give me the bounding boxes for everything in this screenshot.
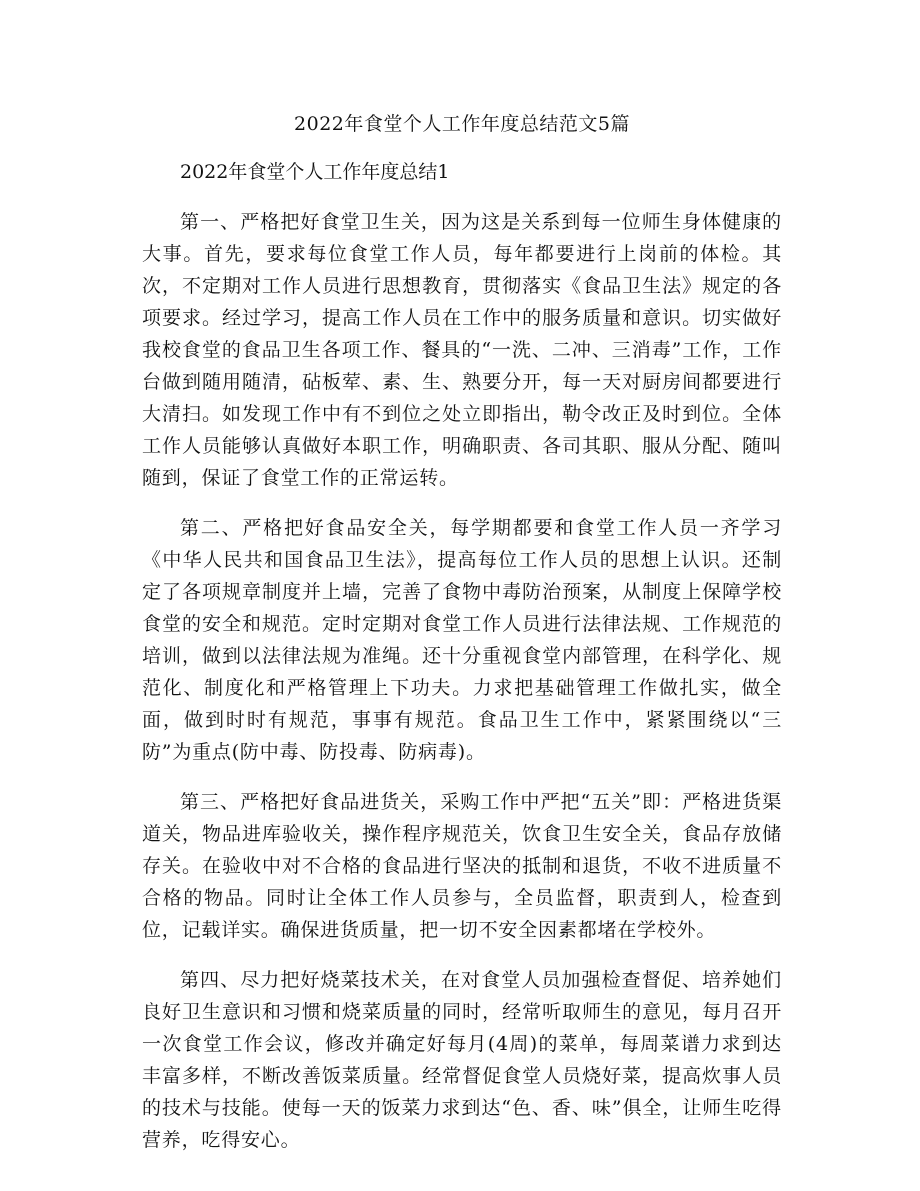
section-heading: 2022年食堂个人工作年度总结1 — [180, 161, 450, 183]
paragraph-3: 第三、严格把好食品进货关，采购工作中严把“五关”即：严格进货渠道关，物品进库验收关，操作程序规范关，饮食卫生安全关，食品存放储存关。在验收中对不合格的食品进行坚决的抵制和退货，不收不进质量不合格的物品。同时让全体工作人员参与，全员监督，职责到人，检查到位，记载详实。确保进货质量，把一切不安全因素都堵在学校外。 — [142, 791, 782, 941]
paragraph-1: 第一、严格把好食堂卫生关，因为这是关系到每一位师生身体健康的大事。首先，要求每位食堂工作人员，每年都要进行上岗前的体检。其次，不定期对工作人员进行思想教育，贯彻落实《食品卫生法》规定的各项要求。经过学习，提高工作人员在工作中的服务质量和意识。切实做好我校食堂的食品卫生各项工作、餐具的“一洗、二冲、三消毒”工作，工作台做到随用随清，砧板荤、素、生、熟要分开，每一天对厨房间都要进行大清扫。如发现工作中有不到位之处立即指出，勒令改正及时到位。全体工作人员能够认真做好本职工作，明确职责、各司其职、服从分配、随叫随到，保证了食堂工作的正常运转。 — [142, 211, 782, 489]
paragraph-2: 第二、严格把好食品安全关，每学期都要和食堂工作人员一齐学习《中华人民共和国食品卫生法》，提高每位工作人员的思想上认识。还制定了各项规章制度并上墙，完善了食物中毒防治预案，从制度上保障学校食堂的安全和规范。定时定期对食堂工作人员进行法律法规、工作规范的培训，做到以法律法规为准绳。还十分重视食堂内部管理，在科学化、规范化、制度化和严格管理上下功夫。力求把基础管理工作做扎实，做全面，做到时时有规范，事事有规范。食品卫生工作中，紧紧围绕以“三防”为重点(防中毒、防投毒、防病毒)。 — [142, 517, 782, 763]
document-title: 2022年食堂个人工作年度总结范文5篇 — [294, 113, 630, 135]
paragraph-4: 第四、尽力把好烧菜技术关，在对食堂人员加强检查督促、培养她们良好卫生意识和习惯和烧菜质量的同时，经常听取师生的意见，每月召开一次食堂工作会议，修改并确定好每月(4周)的菜单，每周菜谱力求到达丰富多样，不断改善饭菜质量。经常督促食堂人员烧好菜，提高炊事人员的技术与技能。使每一天的饭菜力求到达“色、香、味”俱全，让师生吃得营养，吃得安心。 — [142, 969, 782, 1151]
document-page — [142, 108, 782, 1174]
